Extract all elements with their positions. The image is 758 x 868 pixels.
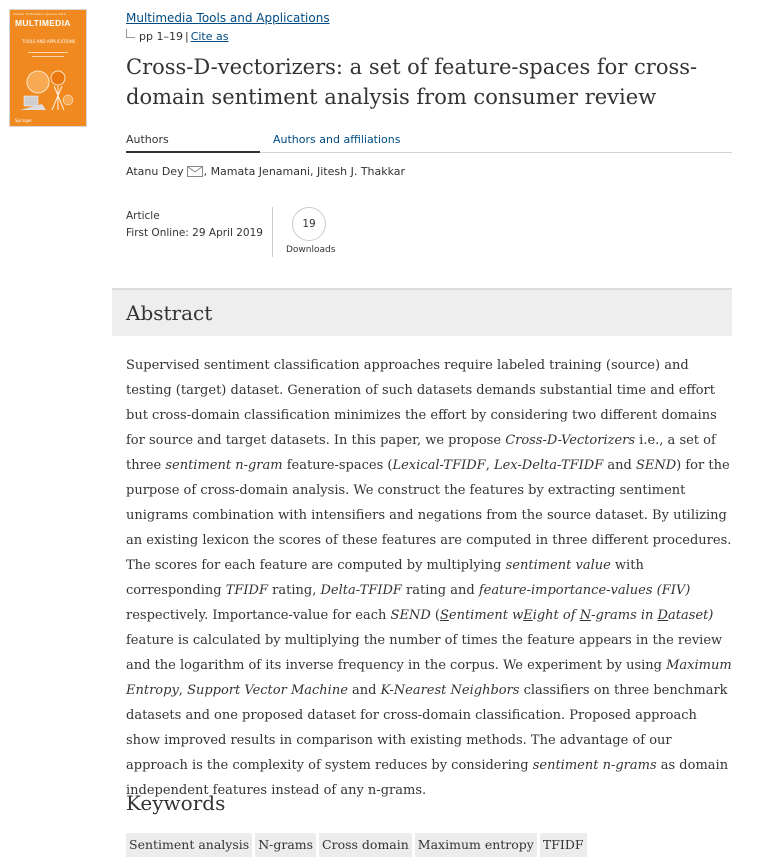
- keywords-heading: Keywords: [126, 791, 226, 815]
- cover-illustration: [16, 64, 80, 114]
- pages-line: [126, 29, 228, 43]
- abstract-run: feature-spaces (: [282, 458, 393, 473]
- abstract-paragraph: [126, 353, 734, 803]
- cover-rule: [32, 56, 64, 57]
- abstract-run: i.e., a set of three: [126, 433, 716, 473]
- abstract-text: [126, 353, 734, 803]
- first-online-label: First Online:: [126, 227, 189, 239]
- abstract-term: Lex-Delta-TFIDF: [493, 458, 604, 473]
- journal-link[interactable]: Multimedia Tools and Applications: [126, 11, 330, 25]
- keyword-chip[interactable]: N-grams: [255, 833, 316, 857]
- abstract-term: sentiment n-grams: [532, 758, 657, 773]
- co-author-names: , Mamata Jenamani, Jitesh J. Thakkar: [203, 165, 406, 178]
- keyword-chip[interactable]: Maximum entropy: [415, 833, 537, 857]
- separator: |: [184, 30, 189, 43]
- abstract-run: ) for the purpose of cross-domain analysis. We construct the features by extracting sentiment unigrams combination with intensifiers and negations from the source dataset. By utilizing an existing lexicon the scores of these features are computed in three different procedures. The scores for each feature are computed by multiplying: [126, 458, 732, 573]
- tab-authors-affiliations[interactable]: Authors and affiliations: [273, 133, 401, 146]
- abstract-term-underline: N: [579, 608, 592, 623]
- first-online-date: 29 April 2019: [188, 227, 263, 239]
- abstract-term: K-Nearest Neighbors: [380, 683, 520, 698]
- abstract-heading: Abstract: [126, 301, 213, 325]
- abstract-term: [440, 608, 713, 623]
- abstract-run: and: [603, 458, 636, 473]
- page-range: pp 1–19: [139, 30, 183, 43]
- article-type: Article: [126, 210, 160, 222]
- cover-publisher: Springer: [15, 118, 33, 123]
- abstract-term: SEND: [635, 458, 677, 473]
- email-icon[interactable]: [187, 166, 203, 180]
- abstract-term: feature-importance-values (FIV): [478, 583, 691, 598]
- abstract-run: classifiers on three benchmark datasets and one proposed dataset for cross-domain classification. Proposed approach show improved results in comparison with existing methods. The advantage of our approach is the complexity of system reduces by considering: [126, 683, 728, 773]
- abstract-run: Supervised sentiment classification approaches require labeled training (source) and testing (target) dataset. Generation of such datasets demands substantial time and effort but cross-domain classification minimizes the effort by considering two different domains for source and target datasets. In this paper, we propose: [126, 358, 717, 448]
- keywords-list: [126, 833, 590, 857]
- abstract-term: Delta-TFIDF: [320, 583, 402, 598]
- abstract-run: feature is calculated by multiplying the number of times the feature appears in the review and the logarithm of its inverse frequency in the corpus. We experiment by using: [126, 633, 723, 673]
- journal-cover-image[interactable]: [10, 10, 86, 126]
- abstract-term: Cross-D-Vectorizers: [505, 433, 636, 448]
- downloads-count: 19: [292, 207, 326, 241]
- abstract-run: entiment w: [448, 608, 524, 623]
- abstract-section-header: [112, 288, 732, 336]
- abstract-run: as domain independent features instead of any n-grams.: [126, 758, 729, 798]
- abstract-term: Support Vector Machine: [187, 683, 348, 698]
- keyword-chip[interactable]: TFIDF: [540, 833, 587, 857]
- author-list: [126, 165, 405, 180]
- abstract-run: -grams in: [591, 608, 658, 623]
- author-name[interactable]: Atanu Dey: [126, 165, 184, 178]
- article-title: Cross-D-vectorizers: a set of feature-spaces for cross-domain sentiment analysis from consumer review: [126, 55, 698, 109]
- abstract-term-underline: D: [657, 608, 668, 623]
- cover-rule: [28, 52, 68, 53]
- abstract-term: sentiment n-gram: [165, 458, 283, 473]
- abstract-run: and: [347, 683, 381, 698]
- abstract-run: with corresponding: [126, 558, 644, 598]
- abstract-run: ,: [485, 458, 494, 473]
- abstract-term: TFIDF: [225, 583, 269, 598]
- author-tabs: [126, 131, 732, 153]
- first-online: [126, 225, 263, 242]
- cover-subtitle: TOOLS AND APPLICATIONS: [22, 39, 76, 44]
- abstract-run: (: [430, 608, 440, 623]
- abstract-term: Lexical-TFIDF: [392, 458, 486, 473]
- abstract-term-underline: S: [439, 608, 449, 623]
- article-meta: [126, 208, 263, 242]
- abstract-run: respectively. Importance-value for each: [126, 608, 391, 623]
- cover-volume-text: Volume 78 Number 1 January 2019: [13, 12, 66, 16]
- tab-authors[interactable]: Authors: [126, 133, 260, 153]
- keyword-chip[interactable]: Sentiment analysis: [126, 833, 252, 857]
- abstract-run: rating and: [401, 583, 479, 598]
- keyword-chip[interactable]: Cross domain: [319, 833, 412, 857]
- cite-as-link[interactable]: Cite as: [190, 30, 229, 43]
- abstract-term: Maximum Entropy: [126, 658, 732, 698]
- abstract-run: ataset): [667, 608, 714, 623]
- abstract-run: rating,: [268, 583, 321, 598]
- cover-title: MULTIMEDIA: [15, 18, 71, 28]
- abstract-run: ,: [178, 683, 188, 698]
- abstract-term: sentiment value: [505, 558, 611, 573]
- downloads-label: Downloads: [286, 245, 336, 255]
- abstract-term: SEND: [390, 608, 431, 623]
- abstract-term-underline: E: [523, 608, 533, 623]
- abstract-run: ight of: [532, 608, 580, 623]
- tree-connector-icon: [126, 29, 135, 38]
- meta-divider: [272, 207, 273, 257]
